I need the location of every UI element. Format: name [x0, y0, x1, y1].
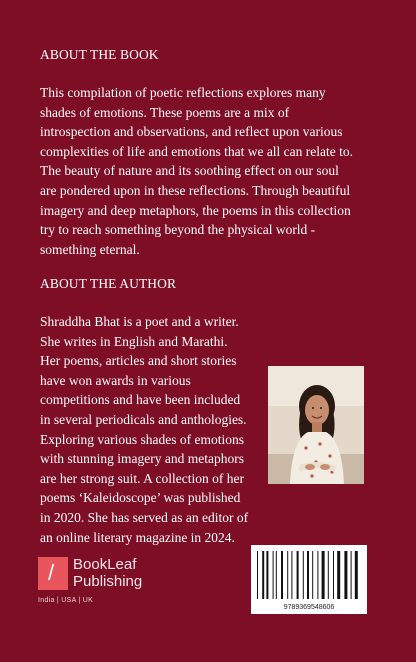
about-author-line: competitions and have been included — [40, 392, 241, 408]
about-author-line: Her poems, articles and short stories — [40, 353, 237, 369]
publisher-name-line2: Publishing — [73, 573, 143, 590]
about-author-line: in 2020. She has served as an editor of — [40, 509, 249, 525]
barcode-bar — [291, 551, 292, 599]
about-book-line: The beauty of nature and its soothing effect on our soul — [40, 163, 339, 179]
barcode-bar — [307, 551, 309, 599]
isbn-barcode — [251, 545, 367, 614]
barcode-bar — [322, 551, 325, 599]
about-author-line: an online literary magazine in 2024. — [40, 529, 235, 545]
about-book-text — [40, 83, 353, 259]
logo-slash-icon: / — [48, 560, 55, 585]
publisher-logo — [38, 557, 68, 590]
barcode-bar — [355, 551, 358, 599]
about-author-line: Shraddha Bhat is a poet and a writer. — [40, 314, 239, 329]
about-author-line: in several periodicals and anthologies. — [40, 411, 247, 427]
barcode-bar — [312, 551, 313, 599]
about-book-heading: ABOUT THE BOOK — [40, 47, 159, 62]
about-book-line: complexities of life and emotions that we all can relate to. — [40, 143, 354, 159]
about-book-line: introspection and observations, and reflect upon various — [40, 124, 343, 140]
about-author-line: with stunning imagery and metaphors — [40, 451, 244, 467]
barcode-bar — [262, 551, 264, 599]
about-author-heading: ABOUT THE AUTHOR — [40, 276, 177, 291]
about-author-line: Exploring various shades of emotions — [40, 431, 244, 447]
about-book-line: something eternal. — [40, 241, 140, 257]
barcode-bar — [273, 551, 274, 599]
barcode-bar — [281, 551, 283, 599]
barcode-bar — [266, 551, 268, 599]
barcode-bar — [297, 551, 299, 599]
about-author-line: She writes in English and Marathi. — [40, 333, 228, 349]
barcode-bar — [276, 551, 277, 599]
about-book-line: try to reach something beyond the physical world - — [40, 222, 316, 238]
about-book-line: imagery and deep metaphors, the poems in this collection — [40, 202, 351, 218]
barcode-bar — [333, 551, 334, 599]
about-author-line: have won awards in various — [40, 372, 191, 388]
barcode-bar — [287, 551, 288, 599]
about-book-line: are pondered upon in these reflections. Through beautiful — [40, 182, 351, 198]
barcode-bar — [328, 551, 329, 599]
publisher-regions: India | USA | UK — [38, 597, 94, 604]
barcode-bar — [344, 551, 347, 599]
barcode-bars — [251, 545, 367, 603]
isbn-number: 9789369548606 — [283, 604, 335, 611]
barcode-bar — [303, 551, 304, 599]
about-author-line: are her strong suit. A collection of her — [40, 470, 244, 486]
barcode-bar — [317, 551, 318, 599]
about-book-line: shades of emotions. These poems are a mix of — [40, 104, 290, 120]
about-author-line: poems ‘Kaleidoscope’ was published — [40, 490, 241, 506]
barcode-bar — [337, 551, 340, 599]
about-book-line: This compilation of poetic reflections explores many — [40, 85, 326, 100]
author-photo — [268, 366, 364, 484]
barcode-bar — [351, 551, 352, 599]
barcode-bar — [257, 551, 258, 599]
publisher-name-line1: BookLeaf — [73, 556, 137, 573]
about-author-text — [40, 312, 248, 547]
